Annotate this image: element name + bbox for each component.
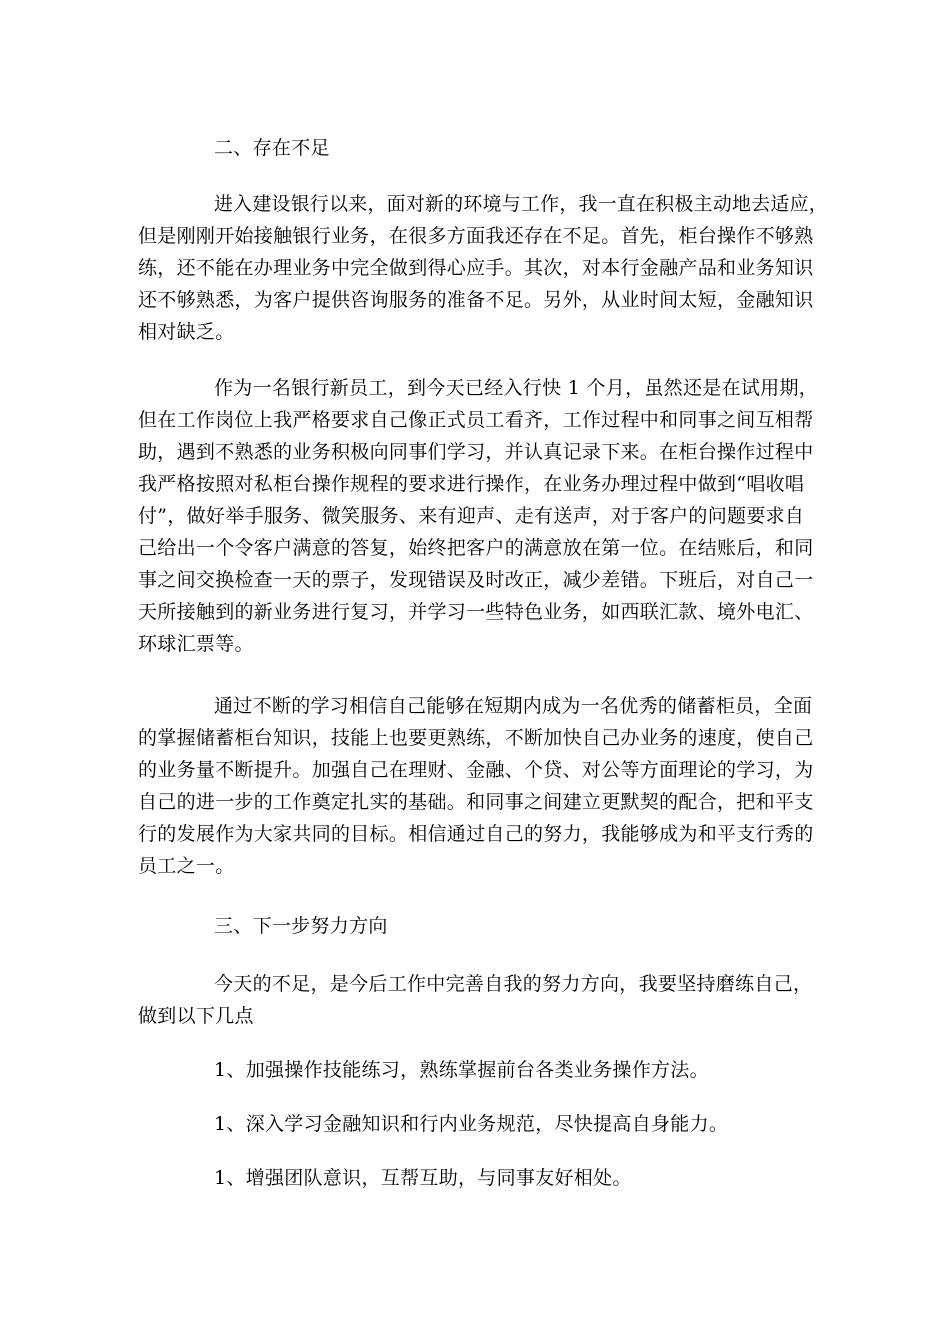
paragraph-line: 我严格按照对私柜台操作规程的要求进行操作，在业务办理过程中做到“唱收唱	[138, 473, 805, 495]
list-item-text: 1、深入学习金融知识和行内业务规范，尽快提高自身能力。	[214, 1113, 729, 1135]
paragraph-line: 但是刚刚开始接触银行业务，在很多方面我还存在不足。首先，柜台操作不够熟	[138, 225, 814, 247]
paragraph-line: 的掌握储蓄柜台知识，技能上也要更熟练，不断加快自己办业务的速度，使自己	[138, 727, 814, 749]
paragraph-line: 做到以下几点	[138, 1005, 254, 1027]
paragraph-line: 练，还不能在办理业务中完全做到得心应手。其次，对本行金融产品和业务知识	[138, 257, 814, 279]
paragraph-line: 相对缺乏。	[138, 321, 235, 343]
paragraph-line: 今天的不足，是今后工作中完善自我的努力方向，我要坚持磨练自己，	[214, 973, 813, 995]
paragraph-line: 还不够熟悉，为客户提供咨询服务的准备不足。另外，从业时间太短，金融知识	[138, 289, 814, 311]
paragraph	[138, 968, 828, 1032]
list-item-text: 1、增强团队意识，互帮互助，与同事友好相处。	[214, 1167, 632, 1189]
paragraph-line: 作为一名银行新员工，到今天已经入行快 1 个月，虽然还是在试用期，	[214, 377, 819, 399]
paragraph-line: 进入建设银行以来，面对新的环境与工作，我一直在积极主动地去适应，	[214, 193, 828, 215]
paragraph-line: 的业务量不断提升。加强自己在理财、金融、个贷、对公等方面理论的学习，为	[138, 759, 814, 781]
paragraph-line: 但在工作岗位上我严格要求自己像正式员工看齐，工作过程中和同事之间互相帮	[138, 409, 814, 431]
list-item	[138, 1054, 828, 1086]
paragraph	[138, 188, 828, 348]
list-item	[138, 1162, 828, 1194]
heading-text: 三、下一步努力方向	[214, 915, 388, 937]
paragraph-line: 天所接触到的新业务进行复习，并学习一些特色业务，如西联汇款、境外电汇、	[138, 601, 814, 623]
paragraph	[138, 690, 828, 882]
section-heading	[138, 910, 828, 942]
paragraph-line: 事之间交换检查一天的票子，发现错误及时改正，减少差错。下班后，对自己一	[138, 569, 814, 591]
heading-text: 二、存在不足	[214, 137, 330, 159]
paragraph-line: 己给出一个令客户满意的答复，始终把客户的满意放在第一位。在结账后，和同	[138, 537, 814, 559]
paragraph-line: 行的发展作为大家共同的目标。相信通过自己的努力，我能够成为和平支行秀的	[138, 823, 814, 845]
paragraph-line: 自己的进一步的工作奠定扎实的基础。和同事之间建立更默契的配合，把和平支	[138, 791, 814, 813]
paragraph-line: 环球汇票等。	[138, 633, 254, 655]
section-heading	[138, 132, 828, 164]
paragraph-line: 助，遇到不熟悉的业务积极向同事们学习，并认真记录下来。在柜台操作过程中	[138, 441, 814, 463]
list-item	[138, 1108, 828, 1140]
paragraph-line: 员工之一。	[138, 855, 235, 877]
paragraph-line: 付”，做好举手服务、微笑服务、来有迎声、走有送声，对于客户的问题要求自	[138, 505, 805, 527]
paragraph-line: 通过不断的学习相信自己能够在短期内成为一名优秀的储蓄柜员，全面	[214, 695, 813, 717]
list-item-text: 1、加强操作技能练习，熟练掌握前台各类业务操作方法。	[214, 1059, 709, 1081]
paragraph	[138, 372, 828, 660]
